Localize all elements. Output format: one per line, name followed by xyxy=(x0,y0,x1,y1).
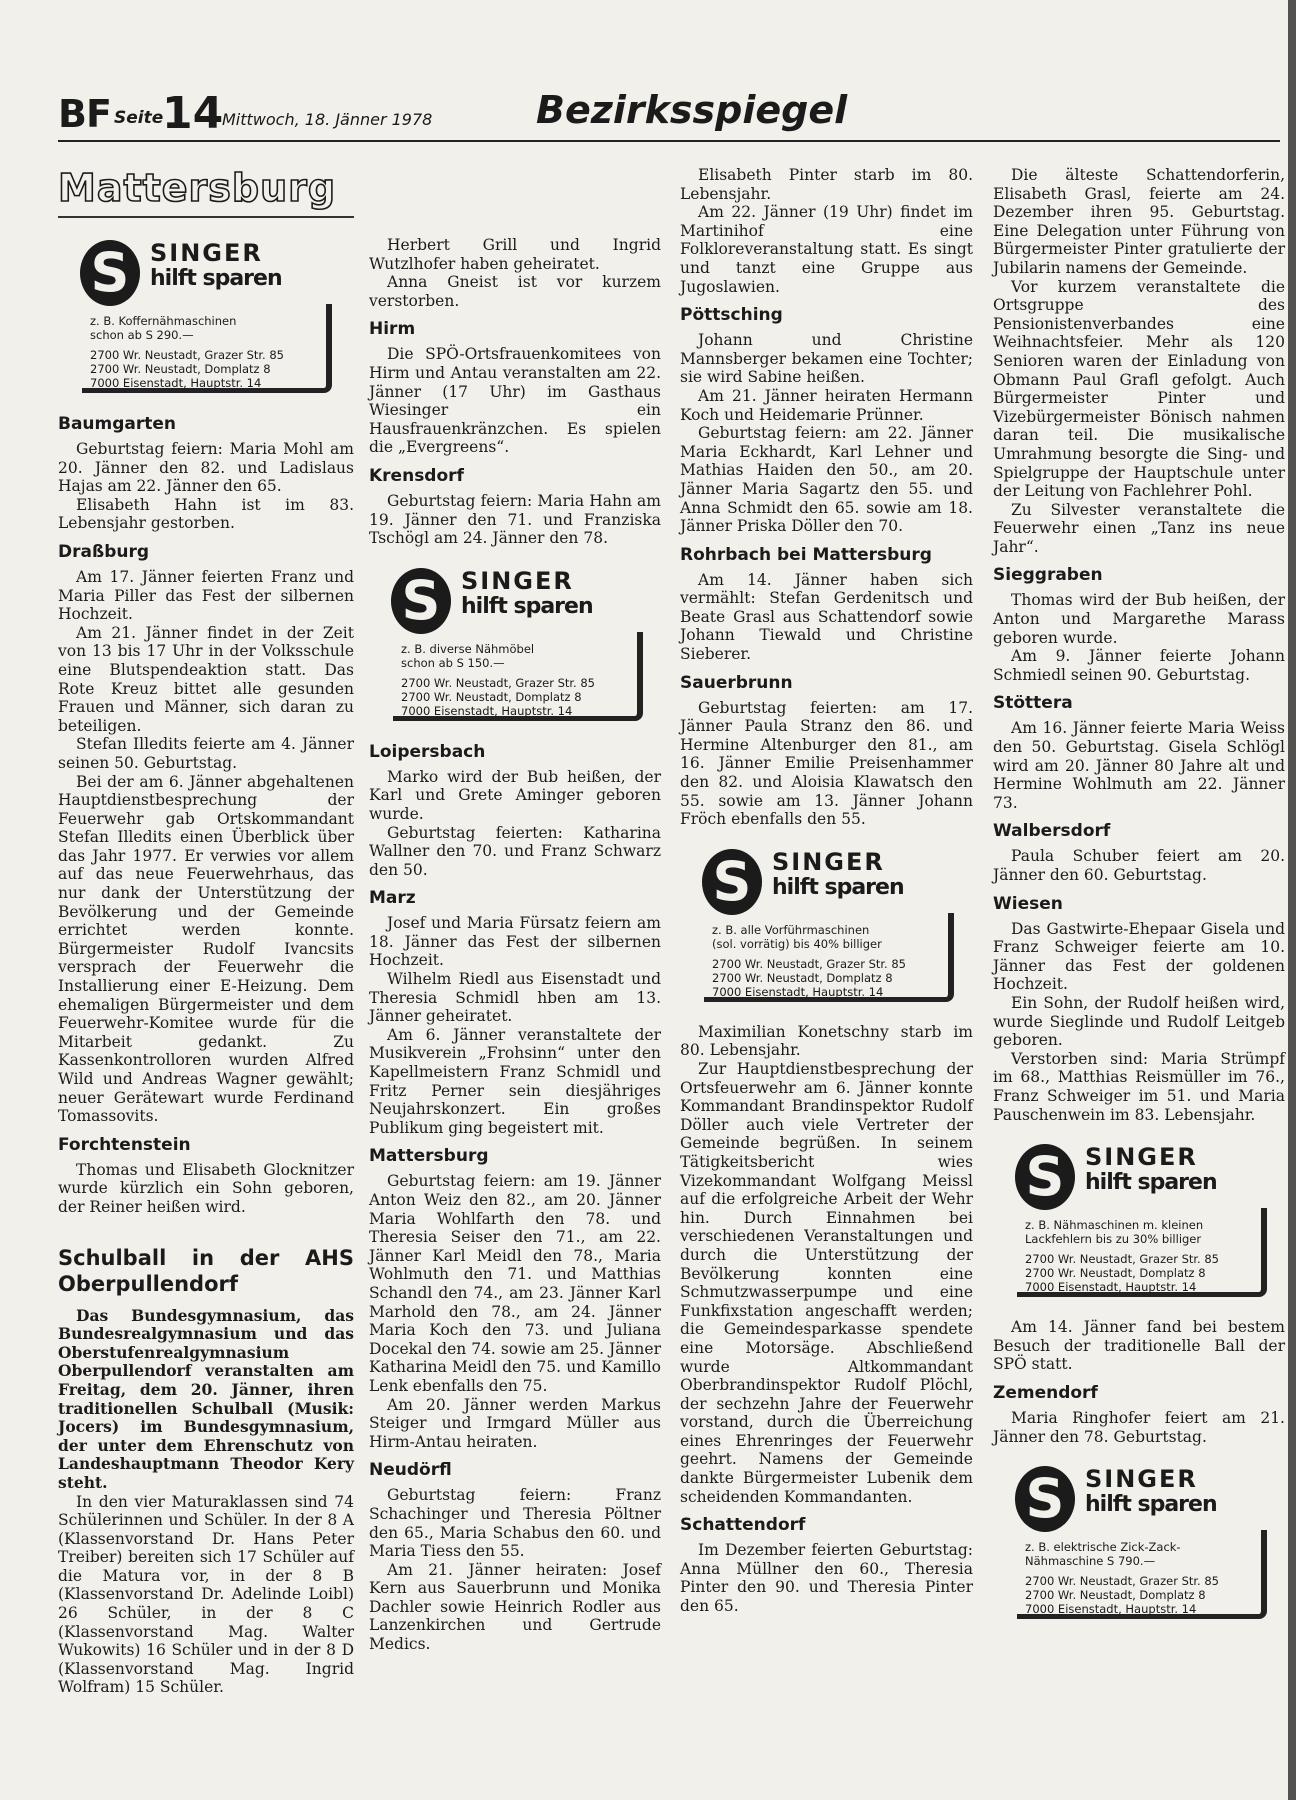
ad-offer: z. B. Nähmaschinen m. kleinen xyxy=(1025,1218,1204,1233)
paragraph: Wilhelm Riedl aus Eisenstadt und Theresia Schmidl hben am 13. Jänner geheiratet. xyxy=(369,970,661,1026)
ad-slogan: hilft sparen xyxy=(461,593,593,619)
ad-offer: Lackfehlern bis zu 30% billiger xyxy=(1025,1232,1202,1247)
ad-brand: SINGER xyxy=(1085,1143,1198,1172)
paragraph: Bei der am 6. Jänner abgehaltenen Hauptdienstbesprechung der Feuerwehr gab Ortskommandant Stefan Illedits einen Überblick über das Jahr 1977. Er verwies vor allem auf das neue Feuerwehrhaus, das nur dank der Unterstützung der Bevölkerung und der Gemeinde errichtet werden konnte. Bürgermeister Rudolf Ivancsits versprach der Feuerwehr die Installierung einer E-Heizung. Dem ehemaligen Bürgermeister und dem Feuerwehr-Komitee wurde für die Mitarbeit gedankt. Zu Kassenkontrolloren wurden Alfred Wild und Andreas Wagner gewählt; neuer Gerätewart wurde Ferdinand Tomassovits. xyxy=(58,772,354,1126)
ad-address: 7000 Eisenstadt, Hauptstr. 14 xyxy=(1025,1602,1197,1617)
paragraph: Maria Ringhofer feiert am 21. Jänner den 78. Geburtstag. xyxy=(993,1408,1285,1446)
ad-address: 2700 Wr. Neustadt, Domplatz 8 xyxy=(90,362,271,376)
paragraph: Zu Silvester veranstaltete die Feuerwehr einen „Tanz ins neue Jahr“. xyxy=(993,500,1285,556)
ad-text xyxy=(712,923,944,999)
ad-address: 2700 Wr. Neustadt, Domplatz 8 xyxy=(1025,1588,1206,1603)
singer-ad xyxy=(680,839,973,1009)
header-rule xyxy=(58,140,1280,142)
ad-brand: SINGER xyxy=(150,239,263,267)
heading-loipersbach: Loipersbach xyxy=(369,741,486,762)
newspaper-logo: BF xyxy=(58,92,111,136)
ad-address: 2700 Wr. Neustadt, Grazer Str. 85 xyxy=(1025,1252,1220,1267)
paragraph: Zur Hauptdienstbesprechung der Ortsfeuerwehr am 6. Jänner konnte Kommandant Brandinspektor Rudolf Döller auch viele Vertreter der Gemeinde begrüßen. In seinem Tätigkeitsbericht wies Vizekommandant Wolfgang Meissl auf die erfolgreiche Arbeit der Wehr hin. Durch Einnahmen bei verschiedenen Veranstaltungen und durch die Unterstützung der Bevölkerung konnten eine Schmutzwasserpumpe und eine Funkfixstation angeschafft werden; die Gemeindesparkasse spendete eine Motorsäge. Abschließend wurde Altkommandant Oberbrandinspektor Rudolf Plöchl, der sechzehn Jahre der Feuerwehr vorstand, durch die Überreichung eines Ehrenringes der Feuerwehr geehrt. Namens der Gemeinde dankte Bürgermeister Lubenik dem scheidenden Kommandanten. xyxy=(680,1060,973,1506)
ad-address: 2700 Wr. Neustadt, Grazer Str. 85 xyxy=(90,348,285,362)
issue-date: Mittwoch, 18. Jänner 1978 xyxy=(222,110,433,129)
article-headline: Schulball in der AHS Oberpullendorf xyxy=(58,1245,354,1296)
paragraph: Am 16. Jänner feierte Maria Weiss den 50. Geburtstag. Gisela Schlögl wird am 20. Jänner 80 Jahre alt und Hermine Wohlmuth am 22. Jänner 73. xyxy=(993,719,1285,812)
ad-slogan: hilft sparen xyxy=(772,874,904,900)
paragraph: Am 21. Jänner findet in der Zeit von 13 bis 17 Uhr in der Volksschule eine Blutspendeaktion statt. Das Rote Kreuz bittet alle gesunden Frauen und Männer, sich daran zu beteiligen. xyxy=(58,623,354,735)
heading-sieggraben: Sieggraben xyxy=(993,565,1103,586)
paragraph: Paula Schuber feiert am 20. Jänner den 60. Geburtstag. xyxy=(993,847,1285,884)
heading-zemendorf: Zemendorf xyxy=(993,1382,1098,1403)
heading-mattersburg: Mattersburg xyxy=(369,1146,489,1167)
singer-ad xyxy=(993,1134,1285,1304)
heading-forchtenstein: Forchtenstein xyxy=(58,1134,191,1155)
ad-slogan: hilft sparen xyxy=(1085,1492,1217,1518)
paragraph: Stefan Illedits feierte am 4. Jänner seinen 50. Geburtstag. xyxy=(58,735,354,772)
paragraph: Josef und Maria Fürsatz feiern am 18. Jänner das Fest der silbernen Hochzeit. xyxy=(369,914,661,970)
title-rule xyxy=(58,216,354,218)
ad-offer: z. B. Koffernähmaschinen xyxy=(90,314,237,328)
singer-ad xyxy=(369,558,661,728)
singer-s-logo: S xyxy=(702,849,762,915)
ad-offer: Nähmaschine S 790.— xyxy=(1025,1554,1156,1569)
paragraph: Thomas und Elisabeth Glocknitzer wurde kürzlich ein Sohn geboren, der Reiner heißen wird. xyxy=(58,1160,354,1216)
ad-offer: z. B. alle Vorführmaschinen xyxy=(712,922,870,937)
paragraph: Geburtstag feierten: am 17. Jänner Paula Stranz den 86. und Hermine Altenburger den 81., am 16. Jänner Emilie Preisenhammer den 82. und Aloisia Klawatsch den 55. sowie am 13. Jänner Johann Fröch ebenfalls den 55. xyxy=(680,698,973,829)
ad-offer: z. B. diverse Nähmöbel xyxy=(401,641,535,656)
singer-ad xyxy=(993,1456,1285,1626)
page-label: Seite xyxy=(114,108,164,128)
paragraph: Elisabeth Pinter starb im 80. Lebensjahr. xyxy=(680,166,973,203)
heading-krensdorf: Krensdorf xyxy=(369,465,464,486)
heading-drassburg: Draßburg xyxy=(58,541,150,562)
ad-address: 2700 Wr. Neustadt, Domplatz 8 xyxy=(401,689,582,704)
paragraph: Am 21. Jänner heiraten: Josef Kern aus Sauerbrunn und Monika Dachler sowie Heinrich Rodler aus Lanzenkirchen und Gertrude Medics. xyxy=(369,1560,661,1654)
paragraph: Verstorben sind: Maria Strümpf im 68., Matthias Reismüller im 76., Franz Schweiger im 51. und Maria Pauschenwein im 83. Lebensjahr. xyxy=(993,1049,1285,1124)
paragraph: Anna Gneist ist vor kurzem verstorben. xyxy=(369,273,661,310)
article-lead: Das Bundesgymnasium, das Bundesrealgymnasium und das Oberstufenrealgymnasium Oberpullendorf veranstalten am Freitag, dem 20. Jänner, ihren traditionellen Schulball (Musik: Jocers) im Bundesgymnasium, der unter dem Ehrenschutz von Landeshauptmann Theodor Kery steht. xyxy=(58,1305,354,1492)
paragraph: Geburtstag feiern: Franz Schachinger und Theresia Pöltner den 65., Maria Schabus den 60. und Maria Tiess den 55. xyxy=(369,1486,661,1561)
paragraph: Im Dezember feierten Geburtstag: Anna Müllner den 60., Theresia Pinter den 90. und Theresia Pinter den 65. xyxy=(680,1541,973,1616)
paragraph: Elisabeth Hahn ist im 83. Lebensjahr gestorben. xyxy=(58,495,354,533)
paragraph: Herbert Grill und Ingrid Wutzlhofer haben geheiratet. xyxy=(369,236,661,273)
paragraph: Maximilian Konetschny starb im 80. Lebensjahr. xyxy=(680,1022,973,1060)
paragraph: Geburtstag feiern: Maria Mohl am 20. Jänner den 82. und Ladislaus Hajas am 22. Jänner den 65. xyxy=(58,440,354,496)
paragraph: Am 6. Jänner veranstaltete der Musikverein „Frohsinn“ unter den Kapellmeistern Franz Schmidl und Fritz Perner sein diesjähriges Neujahrskonzert. Ein großes Publikum ging begeistert mit. xyxy=(369,1025,661,1137)
ad-address: 7000 Eisenstadt, Hauptstr. 14 xyxy=(712,984,884,999)
paragraph: Am 20. Jänner werden Markus Steiger und Irmgard Müller aus Hirm-Antau heiraten. xyxy=(369,1395,661,1451)
section-rubric: Bezirksspiegel xyxy=(536,88,848,132)
singer-ad xyxy=(58,230,354,400)
ad-address: 7000 Eisenstadt, Hauptstr. 14 xyxy=(401,703,573,718)
column-3 xyxy=(680,166,973,1616)
ad-slogan: hilft sparen xyxy=(150,266,282,291)
singer-s-logo: S xyxy=(1015,1144,1075,1210)
paragraph: Das Gastwirte-Ehepaar Gisela und Franz Schweiger feierte am 10. Jänner das Fest der goldenen Hochzeit. xyxy=(993,919,1285,994)
ad-text xyxy=(1025,1218,1257,1294)
ad-brand: SINGER xyxy=(772,847,885,876)
column-1 xyxy=(58,166,354,1697)
paragraph: Am 21. Jänner heiraten Hermann Koch und Heidemarie Prünner. xyxy=(680,386,973,424)
ad-offer: schon ab S 290.— xyxy=(90,328,194,342)
binding-edge xyxy=(1288,0,1296,1800)
paragraph: Geburtstag feiern: Maria Hahn am 19. Jänner den 71. und Franziska Tschögl am 24. Jänner den 78. xyxy=(369,491,661,548)
ad-text xyxy=(90,314,322,390)
column-2 xyxy=(369,166,661,1654)
page-header xyxy=(58,86,1280,142)
heading-hirm: Hirm xyxy=(369,319,416,340)
paragraph: Geburtstag feiern: am 19. Jänner Anton Weiz den 82., am 20. Jänner Maria Wohlfarth den 78. und Theresia Seiser den 71., am 22. Jänner Karl Meidl den 78., Maria Wohlmuth den 71. und Matthias Schandl den 74., am 23. Jänner Karl Marhold den 78., am 24. Jänner Maria Koch den 73. und Juliana Docekal den 74. sowie am 25. Jänner Katharina Meidl den 75. und Kamillo Lenk ebenfalls den 75. xyxy=(369,1172,661,1395)
paragraph: Am 14. Jänner fand bei bestem Besuch der traditionelle Ball der SPÖ statt. xyxy=(993,1318,1285,1374)
paragraph: Am 14. Jänner haben sich vermählt: Stefan Gerdenitsch und Beate Grasl aus Schattendorf sowie Johann Tiewald und Christine Sieberer. xyxy=(680,570,973,664)
heading-wiesen: Wiesen xyxy=(993,893,1063,914)
ad-address: 2700 Wr. Neustadt, Domplatz 8 xyxy=(712,970,893,985)
paragraph: Geburtstag feierten: Katharina Wallner den 70. und Franz Schwarz den 50. xyxy=(369,823,661,879)
paragraph: Die älteste Schattendorferin, Elisabeth Grasl, feierte am 24. Dezember ihren 95. Geburtstag. Eine Delegation unter Führung von Bürgermeister Pinter gratulierte der Jubilarin namens der Gemeinde. xyxy=(993,166,1285,277)
paragraph: Am 22. Jänner (19 Uhr) findet im Martinihof eine Folkloreveranstaltung statt. Es singt und tanzt eine Gruppe aus Jugoslawien. xyxy=(680,203,973,296)
paragraph: Marko wird der Bub heißen, der Karl und Grete Aminger geboren wurde. xyxy=(369,767,661,823)
ad-offer: z. B. elektrische Zick-Zack- xyxy=(1025,1540,1181,1555)
ad-address: 2700 Wr. Neustadt, Grazer Str. 85 xyxy=(712,956,907,971)
heading-sauerbrunn: Sauerbrunn xyxy=(680,672,793,693)
singer-s-logo: S xyxy=(80,240,140,306)
ad-text xyxy=(401,642,633,718)
ad-brand: SINGER xyxy=(461,566,574,595)
heading-rohrbach: Rohrbach bei Mattersburg xyxy=(680,544,932,565)
ad-slogan: hilft sparen xyxy=(1085,1170,1217,1196)
paragraph: Geburtstag feiern: am 22. Jänner Maria Eckhardt, Karl Lehner und Mathias Haiden den 50., am 20. Jänner Maria Sagartz den 55. und Anna Schmidt den 65. sowie am 18. Jänner Priska Döller den 70. xyxy=(680,424,973,536)
paragraph: Johann und Christine Mannsberger bekamen eine Tochter; sie wird Sabine heißen. xyxy=(680,331,973,387)
ad-brand: SINGER xyxy=(1085,1465,1198,1494)
heading-neudoerfl: Neudörfl xyxy=(369,1460,452,1481)
page-number: 14 xyxy=(162,88,224,139)
ad-address: 2700 Wr. Neustadt, Domplatz 8 xyxy=(1025,1266,1206,1281)
ad-text xyxy=(1025,1540,1257,1616)
ad-address: 7000 Eisenstadt, Hauptstr. 14 xyxy=(1025,1280,1197,1295)
paragraph: Am 17. Jänner feierten Franz und Maria Piller das Fest der silbernen Hochzeit. xyxy=(58,567,354,624)
heading-stoettera: Stöttera xyxy=(993,693,1073,714)
heading-walbersdorf: Walbersdorf xyxy=(993,821,1111,842)
paragraph: Am 9. Jänner feierte Johann Schmiedl seinen 90. Geburtstag. xyxy=(993,647,1285,684)
singer-s-logo: S xyxy=(1015,1466,1075,1532)
paragraph: Ein Sohn, der Rudolf heißen wird, wurde Sieglinde und Rudolf Leitgeb geboren. xyxy=(993,993,1285,1050)
heading-baumgarten: Baumgarten xyxy=(58,414,177,434)
district-title: Mattersburg xyxy=(58,166,337,210)
heading-schattendorf: Schattendorf xyxy=(680,1515,806,1536)
ad-address: 7000 Eisenstadt, Hauptstr. 14 xyxy=(90,376,262,390)
ad-address: 2700 Wr. Neustadt, Grazer Str. 85 xyxy=(1025,1574,1220,1589)
paragraph: In den vier Maturaklassen sind 74 Schülerinnen und Schüler. In der 8 A (Klassenvorstand Dr. Hans Peter Treiber) bereiten sich 17 Schüler auf die Matura vor, in der 8 B (Klassenvorstand Dr. Adelinde Loibl) 26 Schüler, in der 8 C (Klassenvorstand Mag. Walter Wukowits) 16 Schüler und in der 8 D (Klassenvorstand Mag. Ingrid Wolfram) 15 Schüler. xyxy=(58,1492,354,1697)
heading-poettsching: Pöttsching xyxy=(680,305,783,326)
paragraph: Die SPÖ-Ortsfrauenkomitees von Hirm und Antau veranstalten am 22. Jänner (17 Uhr) im Gasthaus Wiesinger ein Hausfrauenkränzchen. Es spielen die „Evergreens“. xyxy=(369,345,661,457)
paragraph: Thomas wird der Bub heißen, der Anton und Margarethe Marass geboren wurde. xyxy=(993,591,1285,647)
singer-s-logo: S xyxy=(391,568,451,634)
column-4 xyxy=(993,166,1285,1640)
paragraph: Vor kurzem veranstaltete die Ortsgruppe des Pensionistenverbandes eine Weihnachtsfeier. Mehr als 120 Senioren waren der Einladung von Obmann Paul Grafl gefolgt. Auch Bürgermeister Pinter und Vizebürgermeister Bönisch nahmen daran teil. Die musikalische Umrahmung besorgte die Sing- und Spielgruppe der Hauptschule unter der Leitung von Fachlehrer Pohl. xyxy=(993,277,1285,501)
ad-offer: schon ab S 150.— xyxy=(401,655,505,670)
heading-marz: Marz xyxy=(369,888,416,909)
ad-address: 2700 Wr. Neustadt, Grazer Str. 85 xyxy=(401,675,596,690)
ad-offer: (sol. vorrätig) bis 40% billiger xyxy=(712,936,882,951)
